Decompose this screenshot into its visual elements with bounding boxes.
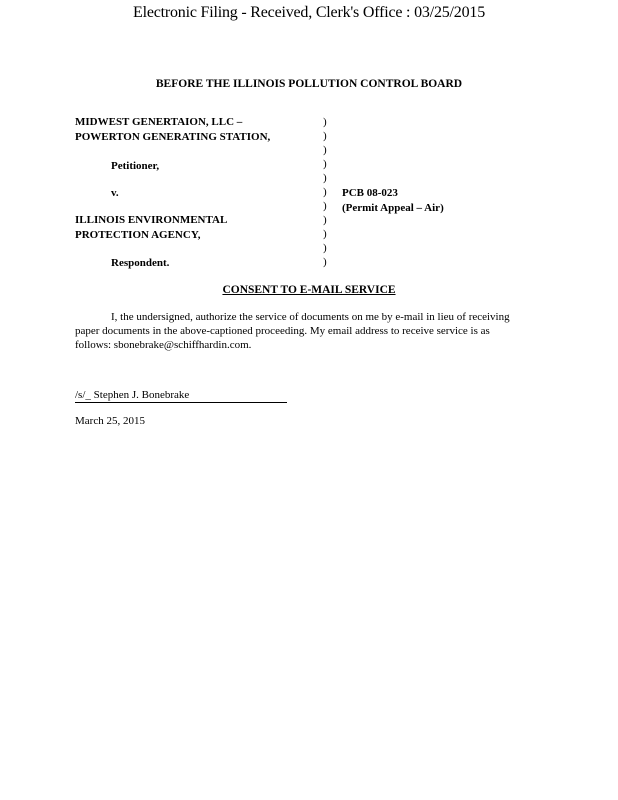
caption-paren: )	[323, 200, 327, 212]
caption-paren: )	[323, 228, 327, 240]
caption-paren: )	[323, 144, 327, 156]
case-type: (Permit Appeal – Air)	[342, 202, 444, 214]
respondent-name-line2: PROTECTION AGENCY,	[75, 229, 201, 241]
filing-stamp: Electronic Filing - Received, Clerk's Office : 03/25/2015	[133, 4, 485, 21]
signature: /s/_ Stephen J. Bonebrake	[75, 389, 190, 401]
consent-heading: CONSENT TO E-MAIL SERVICE	[222, 284, 396, 296]
document-date: March 25, 2015	[75, 415, 145, 427]
petitioner-name-line2: POWERTON GENERATING STATION,	[75, 131, 271, 143]
petitioner-name-line1: MIDWEST GENERTAION, LLC –	[75, 116, 243, 128]
caption-paren: )	[323, 172, 327, 184]
caption-paren: )	[323, 158, 327, 170]
caption-paren: )	[323, 130, 327, 142]
case-number: PCB 08-023	[342, 187, 398, 199]
respondent-role: Respondent.	[111, 257, 170, 269]
caption-paren: )	[323, 116, 327, 128]
consent-body: I, the undersigned, authorize the service of documents on me by e-mail in lieu of receiving paper documents in the above-captioned proceeding. My email address to receive service is as follows: sbonebrake@schiffhardin.com.	[75, 311, 510, 351]
caption-paren: )	[323, 186, 327, 198]
respondent-name-line1: ILLINOIS ENVIRONMENTAL	[75, 214, 228, 226]
petitioner-role: Petitioner,	[111, 160, 160, 172]
signature-line	[75, 389, 287, 403]
board-title: BEFORE THE ILLINOIS POLLUTION CONTROL BOARD	[155, 78, 463, 90]
caption-paren: )	[323, 256, 327, 268]
caption-paren: )	[323, 214, 327, 226]
versus-label: v.	[111, 187, 119, 199]
caption-paren: )	[323, 242, 327, 254]
